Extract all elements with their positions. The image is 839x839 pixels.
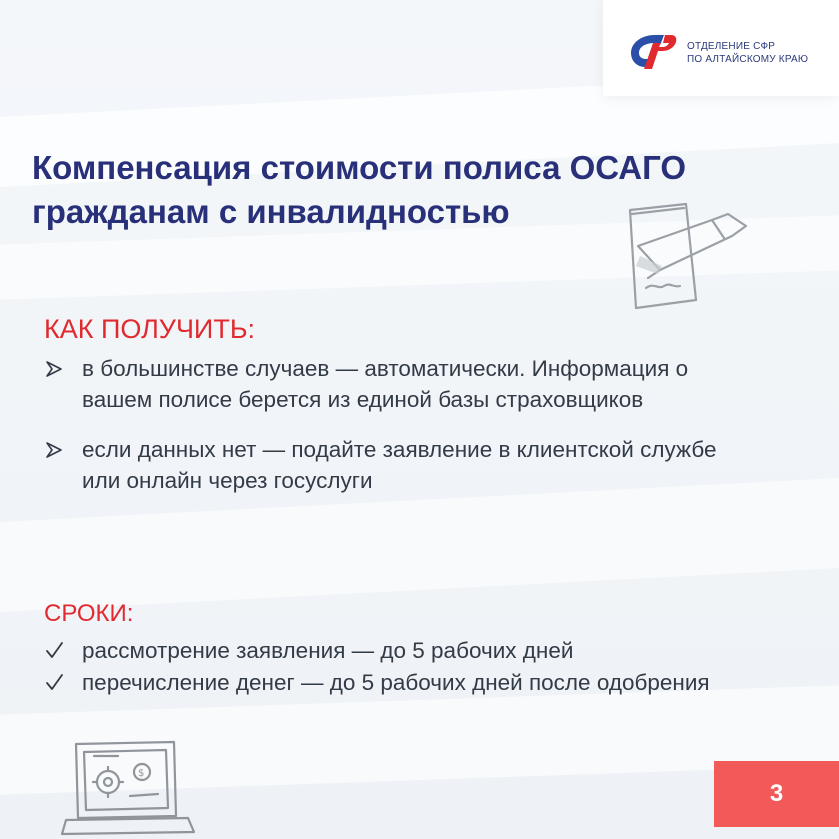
logo-line-2: ПО АЛТАЙСКОМУ КРАЮ xyxy=(687,54,809,65)
how-item-1-line-1: в большинстве случаев — автоматически. Информация о xyxy=(82,356,689,381)
terms-item-2-text: перечисление денег — до 5 рабочих дней после одобрения xyxy=(82,670,710,695)
check-bullet-icon xyxy=(44,667,66,698)
logo-text xyxy=(687,40,808,66)
how-item-2-line-1: если данных нет — подайте заявление в клиентской службе xyxy=(82,437,717,462)
document-pen-sketch-icon xyxy=(600,196,760,326)
how-item-1-line-2: вашем полисе берется из единой базы страховщиков xyxy=(82,387,644,412)
check-bullet-icon xyxy=(44,635,66,666)
logo-line-1: ОТДЕЛЕНИЕ СФР xyxy=(687,41,776,52)
sfr-logo-icon xyxy=(625,29,679,75)
how-item-2-line-2: или онлайн через госуслуги xyxy=(82,468,373,493)
page-number: 3 xyxy=(769,780,784,807)
page-number-badge xyxy=(714,761,839,827)
laptop-gear-symbol: $ xyxy=(138,768,145,779)
how-heading: КАК ПОЛУЧИТЬ: xyxy=(44,314,256,344)
arrow-bullet-icon xyxy=(44,353,66,384)
arrow-bullet-icon xyxy=(44,434,66,465)
laptop-sketch-icon xyxy=(58,736,198,839)
logo xyxy=(603,0,839,96)
terms-item-1-text: рассмотрение заявления — до 5 рабочих дней xyxy=(82,638,574,663)
title-line-1: Компенсация стоимости полиса ОСАГО xyxy=(32,149,687,186)
terms-heading: СРОКИ: xyxy=(44,600,134,627)
title-line-2: гражданам с инвалидностью xyxy=(32,193,510,230)
